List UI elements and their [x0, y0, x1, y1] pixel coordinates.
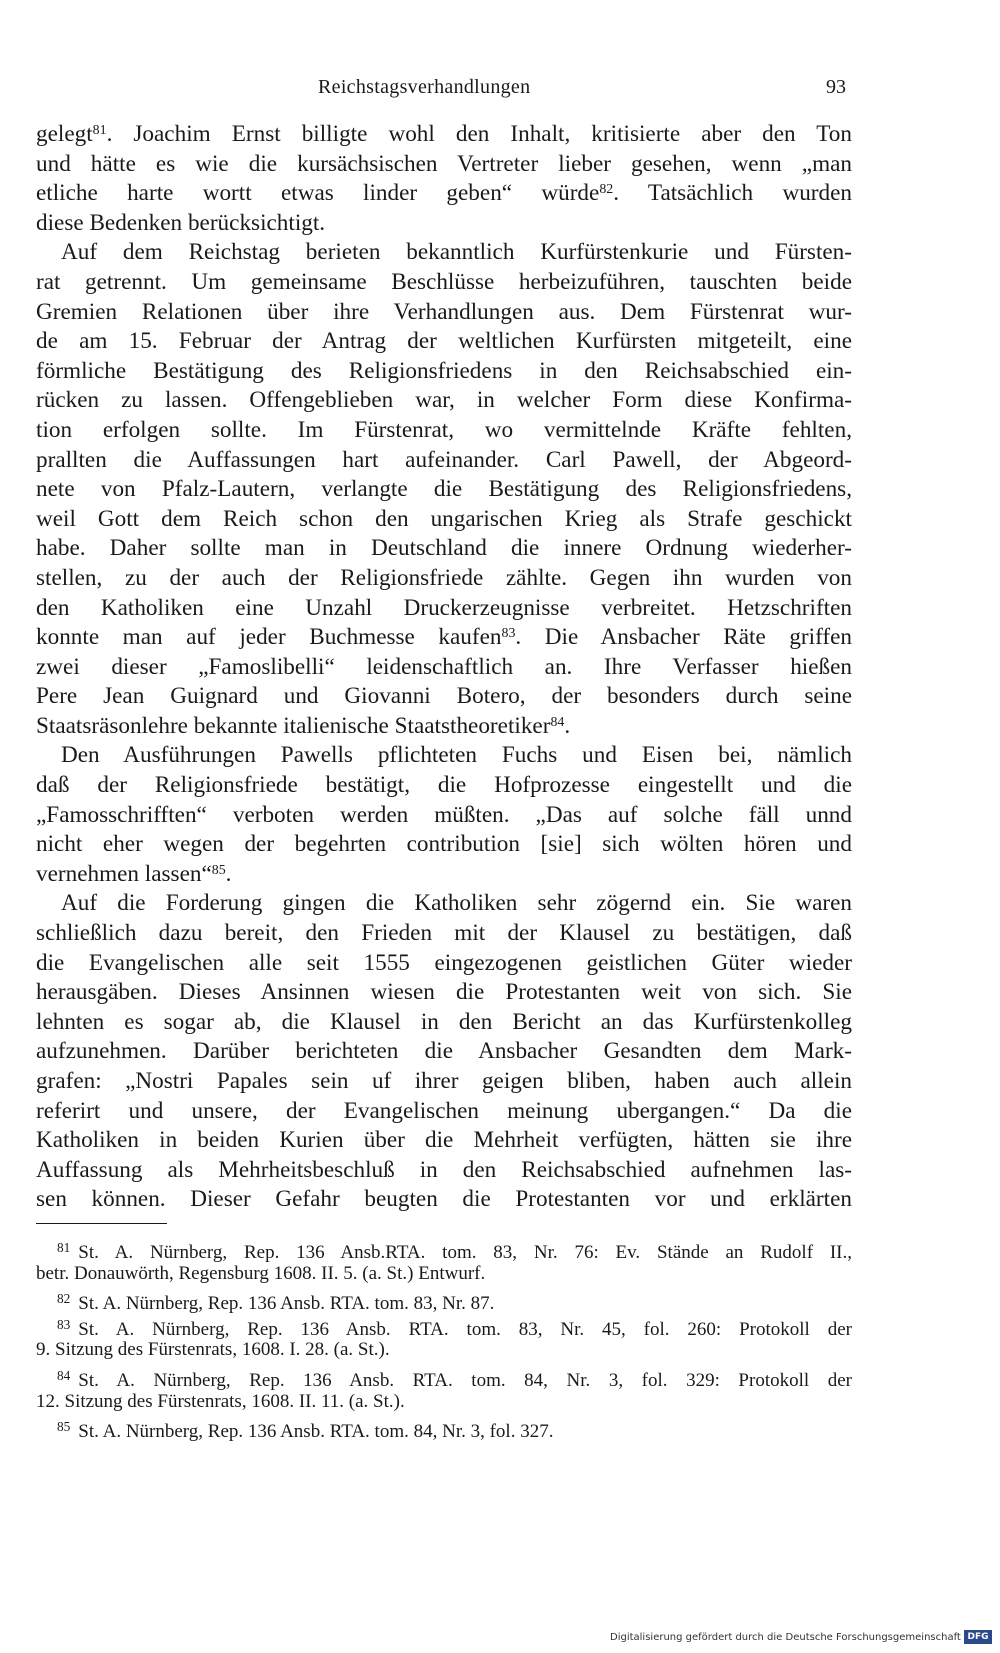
text-line: de am 15. Februar der Antrag der weltlichen Kurfürsten mitgeteilt, eine [36, 328, 852, 355]
text-line [36, 860, 852, 890]
footnote-text: betr. Donauwörth, Regensburg 1608. II. 5. (a. St.) Entwurf. [36, 1262, 486, 1284]
text-line: habe. Daher sollte man in Deutschland die innere Ordnung wiederher- [36, 535, 852, 562]
text-line: tion erfolgen sollte. Im Fürstenrat, wo vermittelnde Kräfte fehlten, [36, 416, 852, 443]
footnote-text: 12. Sitzung des Fürstenrats, 1608. II. 11. (a. St.). [36, 1390, 405, 1412]
footnote-line [36, 1337, 852, 1363]
footnote-line [36, 1414, 852, 1443]
text-line: schließlich dazu bereit, den Frieden mit der Klausel zu bestätigen, daß [36, 920, 852, 947]
footnote-number: 83 [57, 1316, 71, 1332]
text-line: Katholiken in beiden Kurien über die Mehrheit verfügten, hätten sie ihre [36, 1127, 852, 1154]
text-line: Pere Jean Guignard und Giovanni Botero, der besonders durch seine [36, 683, 852, 710]
text-line: sen können. Dieser Gefahr beugten die Protestanten vor und erklärten [36, 1186, 852, 1213]
text-line: rat getrennt. Um gemeinsame Beschlüsse herbeizuführen, tauschten beide [36, 268, 852, 295]
text-line: die Evangelischen alle seit 1555 eingezogenen geistlichen Güter wieder [36, 949, 852, 976]
footnote-rule [36, 1223, 167, 1224]
text-line: daß der Religionsfriede bestätigt, die Hofprozesse eingestellt und die [36, 772, 852, 799]
text-line: herausgäben. Dieses Ansinnen wiesen die Protestanten weit von sich. Sie [36, 979, 852, 1006]
footnote-reference: 84 [550, 714, 565, 730]
text-line: prallten die Auffassungen hart aufeinander. Carl Pawell, der Abgeord- [36, 446, 852, 473]
text-line [36, 120, 852, 150]
text-line: lehnten es sogar ab, die Klausel in den Bericht an das Kurfürstenkolleg [36, 1008, 852, 1035]
footnote-reference: 85 [211, 862, 226, 878]
text-line [36, 623, 852, 653]
text-line: förmliche Bestätigung des Religionsfriedens in den Reichsabschied ein- [36, 357, 852, 384]
footnote-text: St. A. Nürnberg, Rep. 136 Ansb. RTA. tom. 83, Nr. 87. [78, 1293, 495, 1315]
text-line: „Famosschrifften“ verboten werden müßten. „Das auf solche fäll unnd [36, 801, 852, 828]
text-line: Auf dem Reichstag berieten bekanntlich Kurfürstenkurie und Fürsten- [61, 239, 852, 266]
footnote-line [36, 1235, 852, 1261]
text-line: nete von Pfalz-Lautern, verlangte die Bestätigung des Religionsfriedens, [36, 476, 852, 503]
text-line: Auf die Forderung gingen die Katholiken sehr zögernd ein. Sie waren [61, 890, 852, 917]
footnote-number: 81 [57, 1240, 71, 1255]
footnote-line [36, 1286, 852, 1315]
footnote-text: St. A. Nürnberg, Rep. 136 Ansb. RTA. tom. 84, Nr. 3, fol. 327. [78, 1421, 554, 1443]
footnote-number: 85 [57, 1419, 71, 1435]
text-line: nicht eher wegen der begehrten contribution [sie] sich wölten hören und [36, 831, 852, 858]
text-fragment: . Die Ansbacher Räte griffen [515, 624, 852, 651]
footnote-line [36, 1261, 852, 1287]
text-line: diese Bedenken berücksichtigt. [36, 209, 326, 236]
text-line: rücken zu lassen. Offengeblieben war, in welcher Form diese Konfirma- [36, 387, 852, 414]
footnote-reference: 82 [599, 182, 614, 198]
text-fragment: . Joachim Ernst billigte wohl den Inhalt, kritisierte aber den Ton [106, 121, 852, 147]
digitization-notice: Digitalisierung gefördert durch die Deutsche Forschungsgemeinschaft [610, 1632, 961, 1643]
footnotes [36, 1235, 852, 1443]
text-line: den Katholiken eine Unzahl Druckerzeugnisse verbreitet. Hetzschriften [36, 594, 852, 621]
text-fragment: . [225, 860, 232, 887]
text-line: stellen, zu der auch der Religionsfriede zählte. Gegen ihn wurden von [36, 564, 852, 591]
text-line: referirt und unsere, der Evangelischen meinung ubergangen.“ Da die [36, 1097, 852, 1124]
text-fragment: . [564, 712, 571, 739]
text-line: grafen: „Nostri Papales sein uf ihrer geigen bliben, haben auch allein [36, 1068, 852, 1094]
footnote-text: St. A. Nürnberg, Rep. 136 Ansb. RTA. tom. 83, Nr. 45, fol. 260: Protokoll der [78, 1318, 852, 1340]
text-fragment: gelegt [36, 121, 93, 147]
text-fragment: etliche harte wortt etwas linder geben“ würde [36, 180, 600, 207]
footnote-reference: 81 [92, 123, 107, 139]
running-head: Reichstagsverhandlungen [318, 76, 531, 98]
text-line [36, 712, 852, 742]
footnote-line [36, 1389, 852, 1415]
footnote-number: 82 [57, 1291, 71, 1307]
footnote-reference: 83 [501, 626, 516, 642]
text-line: zwei dieser „Famoslibelli“ leidenschaftlich an. Ihre Verfasser hießen [36, 653, 852, 680]
footnote-line [36, 1312, 852, 1338]
text-fragment: Staatsräsonlehre bekannte italienische Staatstheoretiker [36, 712, 551, 739]
text-line: und hätte es wie die kursächsischen Vertreter lieber gesehen, wenn „man [36, 150, 852, 177]
footnote-text: St. A. Nürnberg, Rep. 136 Ansb.RTA. tom. 83, Nr. 76: Ev. Stände an Rudolf II., [78, 1241, 852, 1263]
footnote-text: 9. Sitzung des Fürstenrats, 1608. I. 28. (a. St.). [36, 1339, 390, 1361]
text-line: aufzunehmen. Darüber berichteten die Ansbacher Gesandten dem Mark- [36, 1038, 852, 1065]
text-line [36, 179, 852, 209]
footnote-line [36, 1363, 852, 1389]
dfg-logo: DFG [964, 1630, 992, 1644]
text-fragment: . Tatsächlich wurden [613, 180, 852, 207]
page-number: 93 [826, 76, 846, 98]
text-line: Auffassung als Mehrheitsbeschluß in den Reichsabschied aufnehmen las- [36, 1156, 852, 1183]
text-line: weil Gott dem Reich schon den ungarischen Krieg als Strafe geschickt [36, 505, 852, 532]
text-fragment: vernehmen lassen“ [36, 860, 212, 887]
text-line: Den Ausführungen Pawells pflichteten Fuchs und Eisen bei, nämlich [61, 742, 852, 769]
footnote-number: 84 [57, 1367, 71, 1383]
text-line: Gremien Relationen über ihre Verhandlungen aus. Dem Fürstenrat wur- [36, 298, 852, 325]
text-fragment: konnte man auf jeder Buchmesse kaufen [36, 624, 502, 651]
footnote-text: St. A. Nürnberg, Rep. 136 Ansb. RTA. tom. 84, Nr. 3, fol. 329: Protokoll der [78, 1369, 852, 1391]
body-text [36, 120, 852, 1215]
